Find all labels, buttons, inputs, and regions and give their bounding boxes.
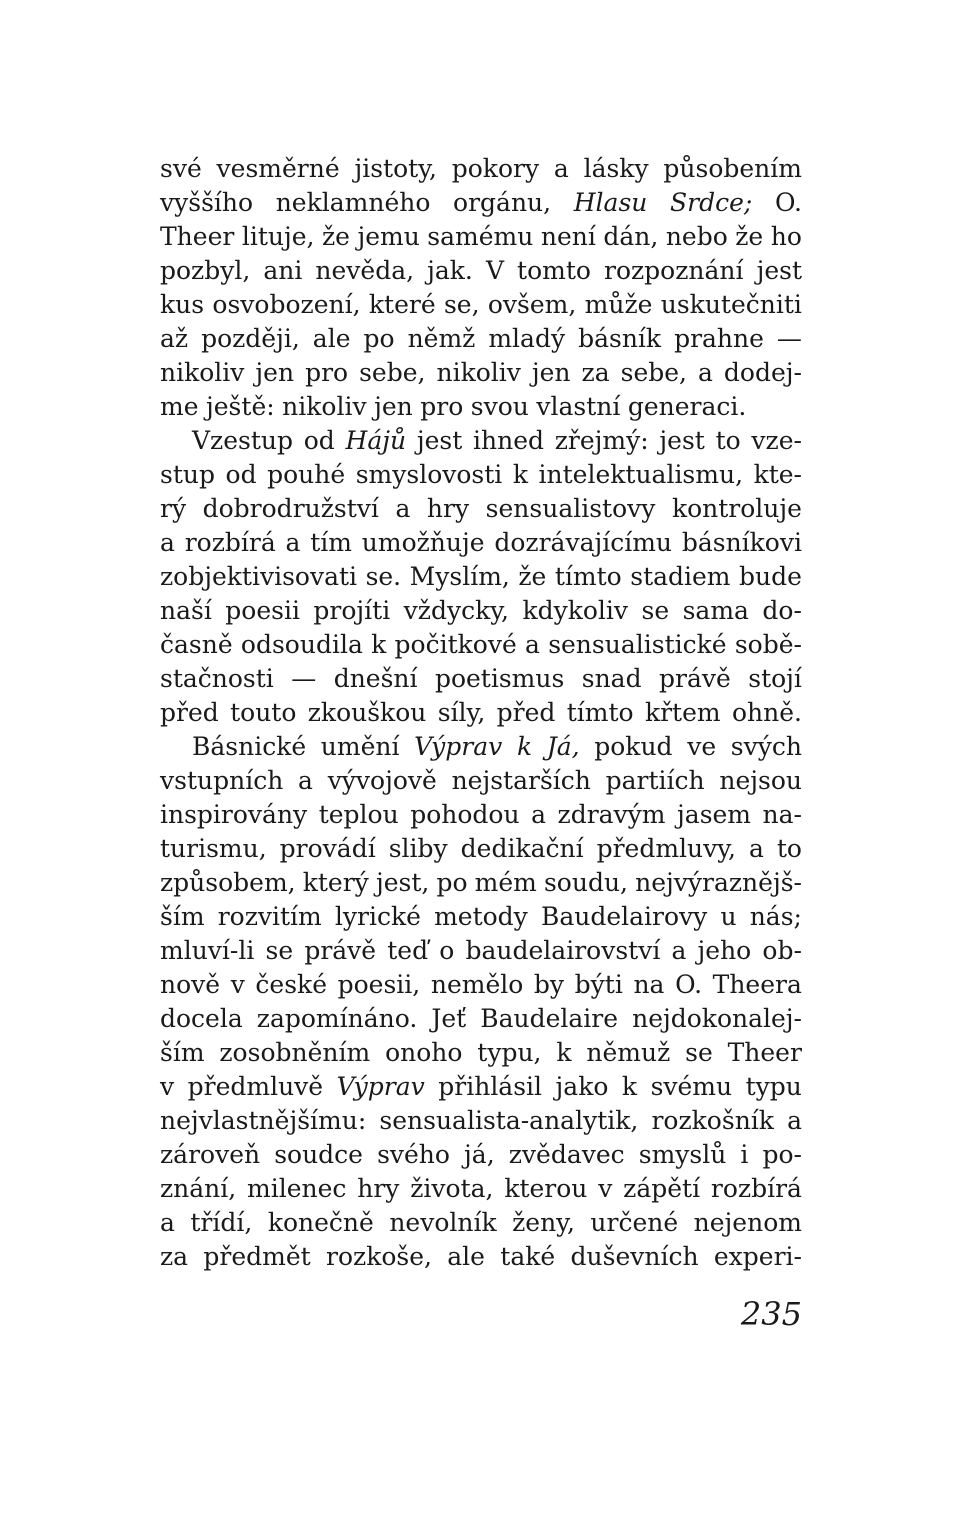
word: pokory	[451, 154, 540, 183]
word: nově	[160, 970, 221, 999]
word: ihned	[473, 426, 545, 455]
word: typu	[745, 1072, 802, 1101]
word: lituje,	[241, 222, 315, 251]
word: pozbyl,	[160, 256, 251, 285]
word: teď	[387, 936, 429, 965]
word: orgánu,	[453, 188, 552, 217]
word: provádí	[279, 834, 376, 863]
text-line	[160, 220, 802, 254]
word: stačnosti	[160, 664, 274, 693]
word: v	[230, 970, 245, 999]
word: zápětí	[623, 1174, 701, 1203]
text-line	[160, 730, 802, 764]
text-line	[160, 1104, 802, 1138]
word: O.	[675, 970, 703, 999]
word: zosobněním	[219, 1038, 371, 1067]
paragraph	[160, 152, 802, 424]
word: sama	[682, 596, 749, 625]
word: u	[720, 902, 737, 931]
word: nejvlastnějšímu:	[160, 1106, 367, 1135]
word: jistoty,	[354, 154, 437, 183]
word: ohně.	[731, 698, 802, 727]
word: turismu,	[160, 834, 267, 863]
word: vze-	[751, 426, 802, 455]
word: nevěda,	[315, 256, 415, 285]
word: zapomínáno.	[256, 1004, 418, 1033]
text-line	[160, 934, 802, 968]
word: před	[160, 698, 219, 727]
word: nejsou	[719, 766, 802, 795]
word: do-	[762, 596, 802, 625]
word: Myslím,	[409, 562, 510, 591]
word: křtem	[644, 698, 721, 727]
word: právě	[304, 936, 377, 965]
text-line	[160, 1070, 802, 1104]
word: za	[581, 358, 610, 387]
word: rozkoše,	[326, 1242, 432, 1271]
word: vlastní	[536, 392, 621, 421]
word: rozkošník	[651, 1106, 774, 1135]
text-line	[160, 356, 802, 390]
word: kterou	[504, 1174, 588, 1203]
word: není	[540, 222, 596, 251]
word: po	[363, 324, 395, 353]
word: zobjektivisovati	[160, 562, 358, 591]
word: Hájů	[345, 426, 407, 455]
word: soudce	[274, 1140, 363, 1169]
paragraph	[160, 730, 802, 1274]
word: rý	[160, 494, 187, 523]
word: v	[160, 1072, 175, 1101]
word: docela	[160, 1004, 243, 1033]
word: také	[500, 1242, 556, 1271]
word: O.	[774, 188, 802, 217]
word: mém	[474, 868, 537, 897]
word: nás;	[749, 902, 802, 931]
text-line	[160, 968, 802, 1002]
word: a	[698, 358, 713, 387]
word: rozbírá	[710, 1174, 802, 1203]
word: experi-	[713, 1242, 802, 1271]
word: Výprav	[414, 732, 503, 761]
word: a	[525, 630, 540, 659]
word: onoho	[385, 1038, 463, 1067]
word: kus	[160, 290, 205, 319]
word: že	[518, 562, 547, 591]
word: dnešní	[333, 664, 418, 693]
word: Theer	[727, 1038, 802, 1067]
text-line	[160, 186, 802, 220]
word: kte-	[753, 460, 802, 489]
word: němuž	[586, 1038, 671, 1067]
word: —	[776, 324, 802, 353]
word: zdravým	[557, 800, 666, 829]
word: jen	[374, 392, 413, 421]
word: i	[740, 1140, 749, 1169]
word: sliby	[388, 834, 448, 863]
word: počitkové	[394, 630, 517, 659]
word: po	[436, 868, 468, 897]
word: nemělo	[430, 970, 524, 999]
text-line	[160, 1172, 802, 1206]
word: nejvýraznějš-	[635, 868, 802, 897]
word: baudelairovství	[465, 936, 661, 965]
word: ve	[687, 732, 717, 761]
word: určené	[590, 1208, 679, 1237]
word: Theera	[712, 970, 802, 999]
word: V	[485, 256, 504, 285]
text-line	[160, 764, 802, 798]
word: já,	[464, 1140, 495, 1169]
word: samému	[427, 222, 534, 251]
word: až	[160, 324, 189, 353]
word: k	[516, 732, 533, 761]
word: před	[496, 698, 556, 727]
word: po-	[762, 1140, 802, 1169]
word: který	[302, 868, 369, 897]
word: hry	[357, 1174, 400, 1203]
text-line	[160, 628, 802, 662]
word: teplou	[318, 800, 399, 829]
text-line	[160, 1240, 802, 1274]
text-line	[160, 798, 802, 832]
word: pohodou	[410, 800, 520, 829]
word: Jeť	[431, 1004, 467, 1033]
word: dobrodružství	[202, 494, 379, 523]
word: sebe,	[620, 358, 687, 387]
word: předmět	[203, 1242, 311, 1271]
word: inspirovány	[160, 800, 308, 829]
word: ším	[160, 1038, 205, 1067]
word: vývojově	[327, 766, 437, 795]
word: ani	[263, 256, 303, 285]
word: vždycky,	[403, 596, 509, 625]
word: síly,	[437, 698, 486, 727]
word: v	[598, 1174, 613, 1203]
word: a	[749, 834, 764, 863]
word: jest,	[375, 868, 430, 897]
word: smyslovosti	[355, 460, 503, 489]
word: hry	[426, 494, 470, 523]
text-line	[160, 832, 802, 866]
word: poetismus	[434, 664, 565, 693]
word: dodej-	[723, 358, 802, 387]
word: jak.	[427, 256, 473, 285]
word: způsobem,	[160, 868, 296, 897]
word: tomto	[517, 256, 591, 285]
word: generaci.	[627, 392, 747, 421]
word: Hlasu	[573, 188, 648, 217]
word: intelektualismu,	[538, 460, 744, 489]
word: a	[671, 936, 687, 965]
word: nevolník	[389, 1208, 497, 1237]
text-line	[160, 866, 802, 900]
word: —	[291, 664, 317, 693]
word: vyššího	[160, 188, 254, 217]
word: vstupních	[160, 766, 284, 795]
word: Vzestup	[192, 426, 294, 455]
word: touto	[230, 698, 297, 727]
word: snad	[581, 664, 642, 693]
word: rozbírá	[184, 528, 276, 557]
text-line	[160, 526, 802, 560]
word: rozvitím	[217, 902, 322, 931]
word: nikoliv	[282, 392, 367, 421]
word: znání,	[160, 1174, 237, 1203]
word: sensualistovy	[485, 494, 656, 523]
word: mluví-li	[160, 936, 255, 965]
word: vesměrné	[216, 154, 340, 183]
page-number: 235	[740, 1295, 802, 1333]
word: jeho	[697, 936, 752, 965]
word: jest	[756, 256, 802, 285]
word: pro	[305, 358, 349, 387]
word: uskutečniti	[660, 290, 802, 319]
text-line	[160, 560, 802, 594]
word: me	[160, 392, 199, 421]
word: od	[303, 426, 335, 455]
word: poesii,	[337, 970, 421, 999]
word: zkouškou	[307, 698, 427, 727]
word: k	[556, 1038, 572, 1067]
text-line	[160, 696, 802, 730]
word: později,	[201, 324, 300, 353]
word: pouhé	[267, 460, 346, 489]
word: lásky	[583, 154, 649, 183]
word: přihlásil	[438, 1072, 543, 1101]
word: se	[265, 936, 294, 965]
word: že	[735, 222, 764, 251]
word: že	[321, 222, 350, 251]
word: naší	[160, 596, 212, 625]
text-line	[160, 390, 802, 424]
text-line	[160, 458, 802, 492]
word: ho	[770, 222, 802, 251]
word: projíti	[313, 596, 391, 625]
word: němž	[407, 324, 476, 353]
word: konečně	[267, 1208, 374, 1237]
word: na	[633, 970, 665, 999]
word: sensualistické	[548, 630, 727, 659]
word: a	[395, 494, 411, 523]
word: pokud	[594, 732, 673, 761]
word: zvědavec	[508, 1140, 625, 1169]
word: se.	[365, 562, 402, 591]
word: zároveň	[160, 1140, 261, 1169]
word: české	[255, 970, 327, 999]
text-line	[160, 1138, 802, 1172]
word: nejstarších	[451, 766, 591, 795]
word: lyrické	[334, 902, 421, 931]
word: stojí	[748, 664, 802, 693]
body-text	[160, 152, 802, 1274]
word: nikoliv	[436, 358, 521, 387]
word: k	[371, 630, 387, 659]
word: metody	[434, 902, 528, 931]
word: ještě:	[206, 392, 275, 421]
word: sensualista-analytik,	[379, 1106, 639, 1135]
word: právě	[659, 664, 731, 693]
word: zřejmý:	[554, 426, 649, 455]
word: a	[160, 528, 175, 557]
word: svého	[377, 1140, 450, 1169]
word: svých	[730, 732, 802, 761]
text-line	[160, 1002, 802, 1036]
word: se	[641, 596, 670, 625]
word: jemu	[357, 222, 420, 251]
word: časně	[160, 630, 233, 659]
word: života,	[410, 1174, 494, 1203]
word: a	[160, 1208, 175, 1237]
word: se,	[443, 290, 480, 319]
word: umění	[320, 732, 400, 761]
word: sebe,	[359, 358, 426, 387]
text-line	[160, 594, 802, 628]
text-line	[160, 152, 802, 186]
word: působením	[663, 154, 802, 183]
word: ob-	[762, 936, 802, 965]
word: jen	[531, 358, 571, 387]
word: nebo	[665, 222, 728, 251]
word: tím	[310, 528, 352, 557]
word: Já,	[546, 732, 580, 761]
word: básníkovi	[681, 528, 802, 557]
word: ženy,	[512, 1208, 575, 1237]
word: dedikační	[460, 834, 584, 863]
word: které	[368, 290, 436, 319]
word: kontroluje	[671, 494, 802, 523]
word: sobě-	[734, 630, 802, 659]
text-line	[160, 492, 802, 526]
word: a	[553, 154, 569, 183]
word: své	[160, 154, 202, 183]
word: prahne	[674, 324, 764, 353]
word: ale	[312, 324, 351, 353]
word: kdykoliv	[522, 596, 629, 625]
word: na-	[762, 800, 802, 829]
word: ovšem,	[487, 290, 577, 319]
word: pro	[420, 392, 464, 421]
paragraph	[160, 424, 802, 730]
word: může	[584, 290, 653, 319]
word: dozrávajícímu	[494, 528, 673, 557]
word: Theer	[160, 222, 235, 251]
word: poesii	[225, 596, 300, 625]
word: to	[715, 426, 741, 455]
word: třídí,	[190, 1208, 253, 1237]
word: jen	[255, 358, 295, 387]
word: tímto	[554, 562, 622, 591]
word: a	[531, 800, 547, 829]
word: Básnické	[192, 732, 307, 761]
word: jest	[659, 426, 705, 455]
word: býti	[574, 970, 623, 999]
word: předmluvy,	[596, 834, 737, 863]
word: umožňuje	[361, 528, 485, 557]
word: jako	[555, 1072, 609, 1101]
text-line	[160, 288, 802, 322]
text-line	[160, 1206, 802, 1240]
word: mladý	[488, 324, 566, 353]
word: neklamného	[275, 188, 431, 217]
word: nikoliv	[160, 358, 245, 387]
word: k	[621, 1072, 638, 1101]
word: o	[439, 936, 455, 965]
word: smyslů	[638, 1140, 727, 1169]
word: by	[533, 970, 565, 999]
text-line	[160, 424, 802, 458]
word: milenec	[247, 1174, 347, 1203]
word: odsoudila	[240, 630, 363, 659]
word: ale	[447, 1242, 485, 1271]
word: jasem	[677, 800, 752, 829]
word: k	[512, 460, 528, 489]
word: svému	[650, 1072, 733, 1101]
word: jest	[416, 426, 463, 455]
word: a	[285, 528, 301, 557]
word: stup	[160, 460, 215, 489]
word: Baudelaire	[480, 1004, 619, 1033]
word: rozpoznání	[604, 256, 744, 285]
word: duševních	[570, 1242, 699, 1271]
word: nejenom	[693, 1208, 802, 1237]
word: Baudelairovy	[540, 902, 708, 931]
text-line	[160, 900, 802, 934]
text-line	[160, 1036, 802, 1070]
text-line	[160, 322, 802, 356]
word: ším	[160, 902, 205, 931]
word: tímto	[566, 698, 634, 727]
word: soudu,	[543, 868, 629, 897]
word: svou	[470, 392, 529, 421]
word: Srdce;	[670, 188, 753, 217]
word: se	[685, 1038, 713, 1067]
word: dán,	[603, 222, 659, 251]
text-line	[160, 662, 802, 696]
text-line	[160, 254, 802, 288]
word: to	[776, 834, 802, 863]
word: bude	[739, 562, 802, 591]
word: nejdokonalej-	[632, 1004, 802, 1033]
word: stadiem	[630, 562, 731, 591]
word: Výprav	[336, 1072, 425, 1101]
word: typu,	[477, 1038, 542, 1067]
word: předmluvě	[187, 1072, 324, 1101]
word: básník	[578, 324, 662, 353]
word: od	[225, 460, 257, 489]
word: a	[787, 1106, 802, 1135]
word: a	[298, 766, 313, 795]
word: osvobození,	[212, 290, 361, 319]
word: za	[160, 1242, 189, 1271]
word: partiích	[605, 766, 705, 795]
